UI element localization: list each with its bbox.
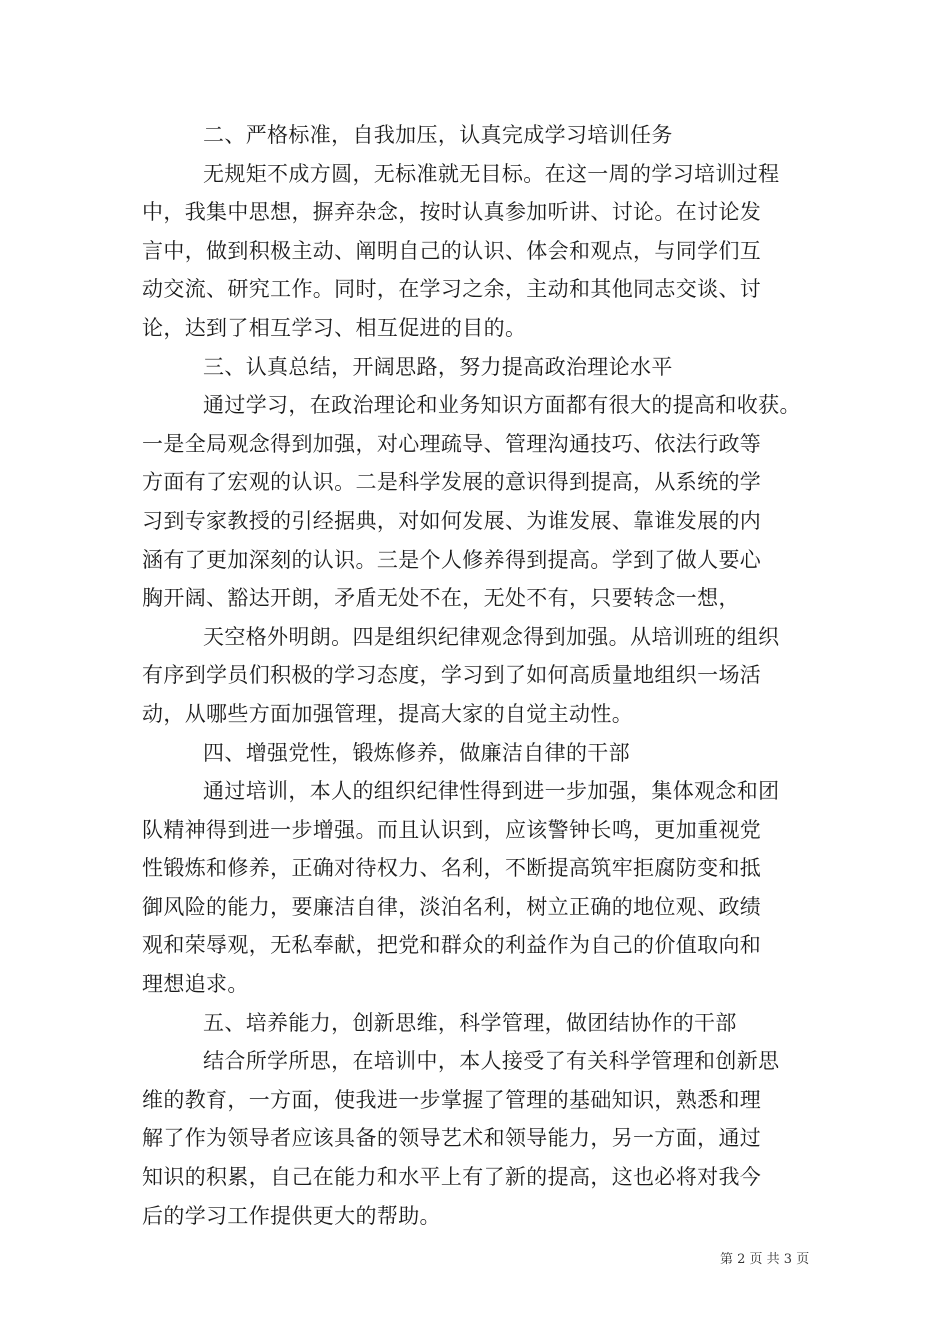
paragraph-line: 中，我集中思想，摒弃杂念，按时认真参加听讲、讨论。在讨论发	[142, 200, 762, 225]
paragraph-line: 解了作为领导者应该具备的领导艺术和领导能力，另一方面，通过	[142, 1126, 762, 1151]
document-body	[142, 116, 812, 1235]
section-heading: 四、增强党性，锻炼修养，做廉洁自律的干部	[203, 740, 630, 765]
paragraph-line: 无规矩不成方圆，无标准就无目标。在这一周的学习培训过程	[203, 161, 780, 186]
section-heading: 三、认真总结，开阔思路，努力提高政治理论水平	[203, 354, 673, 379]
paragraph-line: 方面有了宏观的认识。二是科学发展的意识得到提高，从系统的学	[142, 470, 762, 495]
paragraph-line: 习到专家教授的引经据典，对如何发展、为谁发展、靠谁发展的内	[142, 508, 762, 533]
paragraph-line: 一是全局观念得到加强，对心理疏导、管理沟通技巧、依法行政等	[142, 431, 762, 456]
paragraph-line: 通过培训，本人的组织纪律性得到进一步加强，集体观念和团	[203, 779, 780, 804]
paragraph-line: 维的教育，一方面，使我进一步掌握了管理的基础知识，熟悉和理	[142, 1087, 762, 1112]
page-number-footer: 第 2 页 共 3 页	[720, 1252, 810, 1267]
paragraph-line: 队精神得到进一步增强。而且认识到，应该警钟长鸣，更加重视党	[142, 817, 762, 842]
paragraph-line: 动，从哪些方面加强管理，提高大家的自觉主动性。	[142, 701, 634, 726]
paragraph-line: 言中，做到积极主动、阐明自己的认识、体会和观点，与同学们互	[142, 238, 762, 263]
paragraph-line: 涵有了更加深刻的认识。三是个人修养得到提高。学到了做人要心	[142, 547, 762, 572]
paragraph-line: 胸开阔、豁达开朗，矛盾无处不在，无处不有，只要转念一想，	[142, 586, 740, 611]
paragraph-line: 结合所学所思，在培训中，本人接受了有关科学管理和创新思	[203, 1049, 780, 1074]
paragraph-line: 论，达到了相互学习、相互促进的目的。	[142, 315, 527, 340]
paragraph-line: 天空格外明朗。四是组织纪律观念得到加强。从培训班的组织	[203, 624, 780, 649]
paragraph-line: 动交流、研究工作。同时，在学习之余，主动和其他同志交谈、讨	[142, 277, 762, 302]
paragraph-line: 御风险的能力，要廉洁自律，淡泊名利，树立正确的地位观、政绩	[142, 894, 762, 919]
section-heading: 五、培养能力，创新思维，科学管理，做团结协作的干部	[203, 1010, 737, 1035]
paragraph-line: 后的学习工作提供更大的帮助。	[142, 1203, 441, 1228]
paragraph-line: 观和荣辱观，无私奉献，把党和群众的利益作为自己的价值取向和	[142, 933, 762, 958]
paragraph-line: 理想追求。	[142, 972, 249, 997]
section-heading: 二、严格标准，自我加压，认真完成学习培训任务	[203, 123, 673, 147]
paragraph-line: 性锻炼和修养，正确对待权力、名利，不断提高筑牢拒腐防变和抵	[142, 856, 762, 881]
paragraph-line: 通过学习，在政治理论和业务知识方面都有很大的提高和收获。	[203, 393, 801, 418]
paragraph-line: 有序到学员们积极的学习态度，学习到了如何高质量地组织一场活	[142, 663, 762, 688]
paragraph-line: 知识的积累，自己在能力和水平上有了新的提高，这也必将对我今	[142, 1165, 762, 1190]
